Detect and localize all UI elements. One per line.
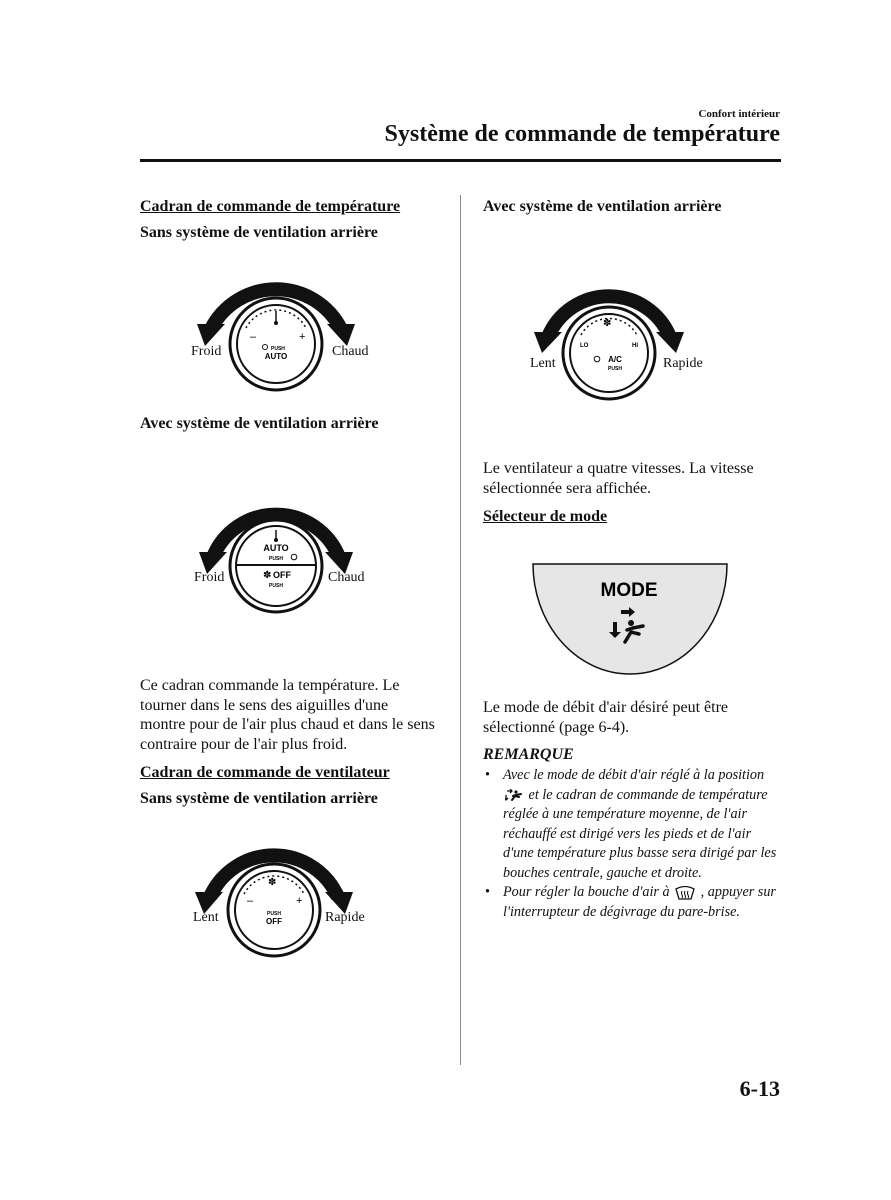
left-arrow-head-icon xyxy=(534,332,562,353)
temperature-dial-figure xyxy=(175,262,395,402)
right-arrow-head-icon xyxy=(327,324,355,346)
with-rear-ventilation-heading-right: Avec système de ventilation arrière xyxy=(483,198,722,215)
push-label-top: PUSH xyxy=(269,556,283,562)
cold-label: Froid xyxy=(191,344,222,359)
fast-label: Rapide xyxy=(325,910,365,925)
push-label: PUSH xyxy=(267,911,281,917)
mode-selector-figure xyxy=(525,560,735,678)
temperature-dial-heading: Cadran de commande de température xyxy=(140,198,401,215)
off-label: OFF xyxy=(266,917,282,926)
note-list xyxy=(483,766,783,922)
push-label: PUSH xyxy=(608,366,622,372)
mode-selector-heading: Sélecteur de mode xyxy=(483,508,608,525)
fan-dial-rear-figure xyxy=(520,275,740,405)
right-arrow-head-icon xyxy=(656,332,684,353)
mode-label: MODE xyxy=(600,580,658,601)
warm-label: Chaud xyxy=(332,344,369,359)
lo-label: LO xyxy=(580,343,589,349)
header-rule xyxy=(140,159,781,162)
fan-icon: ✽ xyxy=(263,570,272,581)
mode-paragraph: Le mode de débit d'air désiré peut être sélectionné (page 6-4). xyxy=(483,699,728,736)
push-label: PUSH xyxy=(271,346,285,352)
without-rear-ventilation-heading-2: Sans système de ventilation arrière xyxy=(140,790,378,807)
fan-dial-heading: Cadran de commande de ventilateur xyxy=(140,764,390,781)
hi-label: HI xyxy=(632,343,638,349)
note-item-text-after: et le cadran de commande de température réglée à une température moyenne, de l'air réchauffé est dirigé vers les pieds et de l'air d'une température plus basse sera dirigé par les bouches centrale, gauche et droite. xyxy=(503,786,777,881)
fast-label: Rapide xyxy=(663,356,703,371)
temperature-paragraph: Ce cadran commande la température. Le tourner dans le sens des aiguilles d'une montre pour de l'air plus chaud et dans le sens contraire pour de l'air plus froid. xyxy=(140,677,435,753)
page-title: Système de commande de température xyxy=(384,121,780,147)
left-arrow-head-icon xyxy=(197,324,225,346)
fan-paragraph: Le ventilateur a quatre vitesses. La vitesse sélectionnée sera affichée. xyxy=(483,460,754,497)
auto-label: AUTO xyxy=(264,352,288,361)
note-item-text-before: Avec le mode de débit d'air réglé à la position xyxy=(503,767,765,783)
minus-label: – xyxy=(250,331,257,343)
note-item xyxy=(483,766,783,883)
section-label: Confort intérieur xyxy=(698,108,780,120)
warm-label: Chaud xyxy=(328,570,365,585)
with-rear-ventilation-heading: Avec système de ventilation arrière xyxy=(140,415,379,432)
fan-icon: ✽ xyxy=(603,318,612,329)
page-number: 6-13 xyxy=(739,1076,780,1101)
defrost-icon xyxy=(675,886,695,900)
auto-label: AUTO xyxy=(263,543,289,553)
off-label: OFF xyxy=(273,570,291,580)
note-item-text-before: Pour régler la bouche d'air à xyxy=(503,884,670,900)
without-rear-ventilation-heading: Sans système de ventilation arrière xyxy=(140,224,378,241)
plus-label: + xyxy=(299,331,306,343)
note-title: REMARQUE xyxy=(483,746,574,763)
fan-dial-figure xyxy=(175,830,395,970)
floor-vent-icon xyxy=(505,789,523,801)
column-divider xyxy=(460,195,461,1065)
note-item-text-after: , appuyer sur l'interrupteur de dégivrage du pare-brise. xyxy=(503,884,776,920)
temperature-dial-rear-figure xyxy=(175,490,395,620)
slow-label: Lent xyxy=(530,356,556,371)
cold-label: Froid xyxy=(194,570,225,585)
note-item xyxy=(483,883,783,922)
slow-label: Lent xyxy=(193,910,219,925)
plus-label: + xyxy=(296,895,303,907)
fan-icon: ✽ xyxy=(268,877,277,888)
ac-label: A/C xyxy=(608,355,622,364)
push-label-bottom: PUSH xyxy=(269,583,283,589)
minus-label: – xyxy=(247,895,254,907)
